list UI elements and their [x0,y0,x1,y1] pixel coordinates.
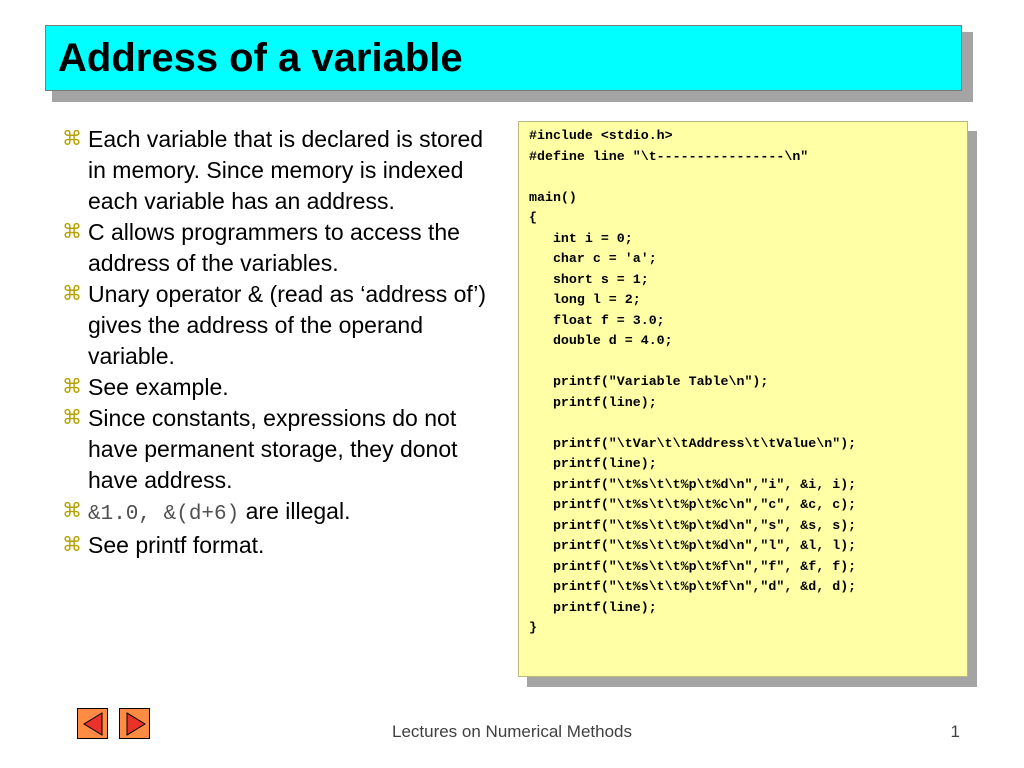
bullet-item [62,124,502,217]
code-box [518,121,968,677]
slide-title: Address of a variable [58,36,463,80]
bullet-item [62,403,502,496]
bullet-text: Since constants, expressions do not have permanent storage, they donot have address. [88,405,458,493]
cmd-icon: ⌘ [62,376,82,398]
bullet-item [62,372,502,403]
cmd-icon: ⌘ [62,407,82,429]
cmd-icon: ⌘ [62,500,82,522]
cmd-icon: ⌘ [62,128,82,150]
bullet-item [62,217,502,279]
cmd-icon: ⌘ [62,221,82,243]
title-box [45,25,962,91]
bullet-item [62,279,502,372]
cmd-icon: ⌘ [62,283,82,305]
bullet-list [62,124,502,561]
bullet-text: C allows programmers to access the address of the variables. [88,219,460,276]
illegal-code: &1.0, &(d+6) [88,503,240,526]
footer-text: Lectures on Numerical Methods [391,722,632,741]
bullet-item [62,496,502,530]
bullet-item [62,530,502,561]
bullet-text: See example. [88,374,229,400]
bullet-text: are illegal. [239,498,351,524]
bullet-text: Each variable that is declared is stored in memory. Since memory is indexed each variable has an address. [88,126,484,214]
cmd-icon: ⌘ [62,534,82,556]
code-listing: #include <stdio.h> #define line "\t----------------\n" main() { int i = 0; char c = 'a'; short s = 1; long l = 2; float f = 3.0; double d = 4.0; printf("Variable Table\n"); printf(line); printf("\tVar\t\tAddress\t\tValue\n"); printf(line); printf("\t%s\t\t%p\t%d\n","i", &i, i); printf("\t%s\t\t%p\t%c\n","c", &c, c); printf("\t%s\t\t%p\t%d\n","s", &s, s); printf("\t%s\t\t%p\t%d\n","l", &l, l); printf("\t%s\t\t%p\t%f\n","f", &f, f); printf("\t%s\t\t%p\t%f\n","d", &d, d); printf(line); } [529,128,857,635]
bullet-text: Unary operator & (read as ‘address of’) gives the address of the operand variable. [88,281,486,369]
page-number: 1 [950,722,960,741]
bullet-text: See printf format. [88,532,265,558]
